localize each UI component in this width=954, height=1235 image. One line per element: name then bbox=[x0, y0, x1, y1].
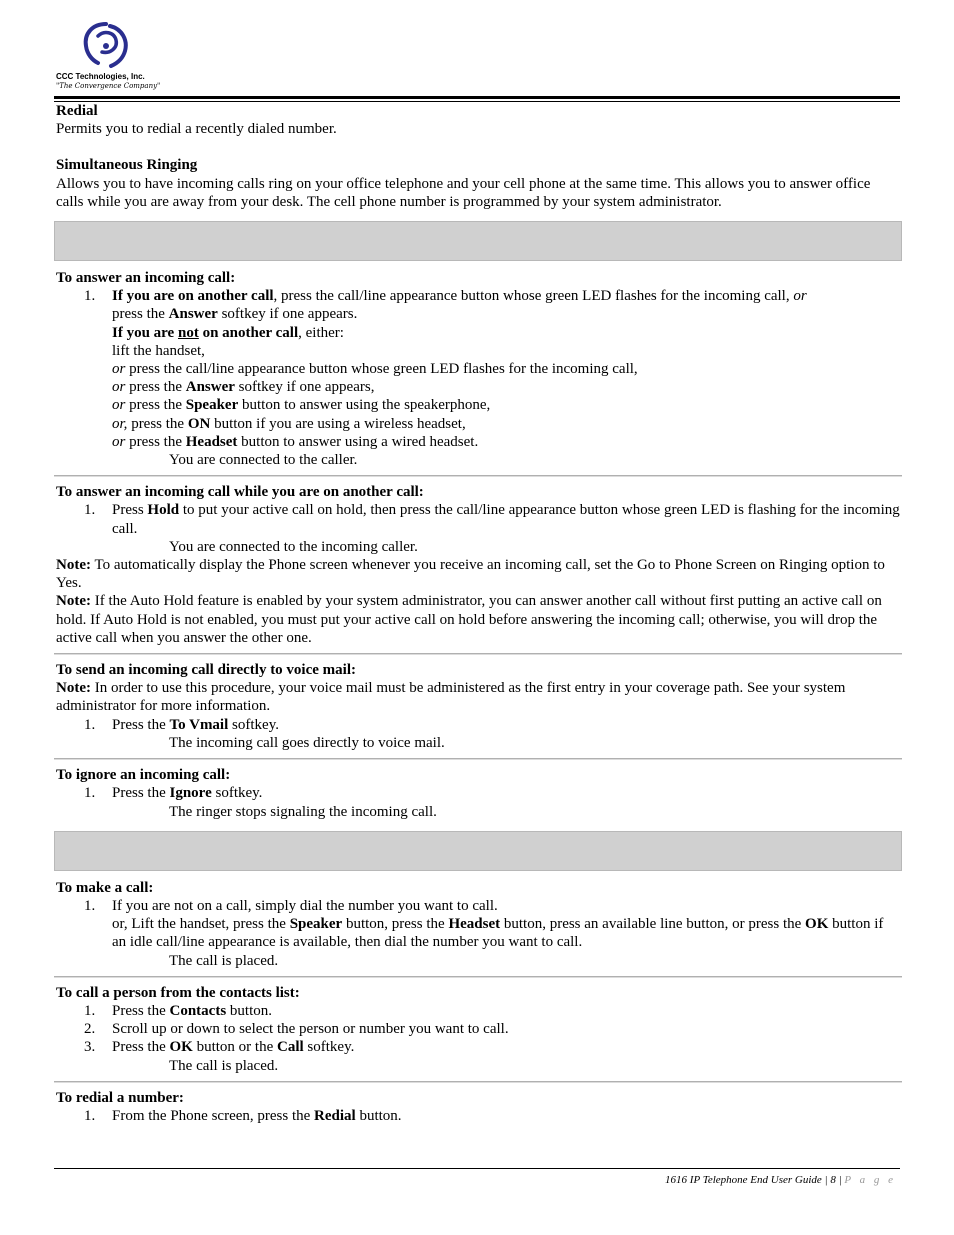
company-logo bbox=[54, 18, 164, 96]
feature-title-redial: Redial bbox=[56, 103, 98, 119]
step-result: You are connected to the caller. bbox=[169, 452, 358, 469]
section-divider bbox=[54, 475, 902, 477]
step-number: 1. bbox=[84, 288, 96, 305]
note: Note: In order to use this procedure, your voice mail must be administered as the first entry in your coverage path. See your system administrator for more information. bbox=[56, 680, 846, 715]
section-divider bbox=[54, 976, 902, 978]
guide-title: 1616 IP Telephone End User Guide bbox=[665, 1174, 822, 1186]
section-divider bbox=[54, 1081, 902, 1083]
header-rule bbox=[54, 96, 900, 99]
step-number: 1. bbox=[84, 502, 96, 519]
step-number: 1. bbox=[84, 716, 96, 733]
footer-rule bbox=[54, 1168, 900, 1169]
step-number: 1. bbox=[84, 785, 96, 802]
logo-swirl-icon bbox=[80, 20, 132, 72]
note: Note: To automatically display the Phone screen whenever you receive an incoming call, set the Go to Phone Screen on Ringing option to Yes. bbox=[56, 557, 885, 592]
company-name: CCC Technologies, Inc. bbox=[56, 72, 145, 81]
feature-title-simultaneous-ringing: Simultaneous Ringing bbox=[56, 157, 198, 174]
step-result: The call is placed. bbox=[169, 1057, 279, 1074]
step-result: The call is placed. bbox=[169, 952, 279, 969]
section-heading-contacts: To call a person from the contacts list: bbox=[56, 984, 300, 1001]
section-divider bbox=[54, 758, 902, 760]
list-item: 3. Press the OK button or the Call softkey. bbox=[84, 1039, 355, 1056]
list-item: 1. From the Phone screen, press the Redial button. bbox=[84, 1107, 402, 1124]
page-footer: 1616 IP Telephone End User Guide | 8 | P a g e bbox=[665, 1174, 896, 1186]
section-heading-ignore: To ignore an incoming call: bbox=[56, 767, 231, 784]
list-item: 1. If you are not on a call, simply dial the number you want to call. or, Lift the handset, press the Speaker button, press the Headset button, press an available line button, or press the OK button if an idle call/line appearance is available, then dial the number you want to call. bbox=[84, 897, 884, 951]
step-number: 1. bbox=[84, 1002, 96, 1019]
section-banner bbox=[54, 221, 902, 261]
step-result: You are connected to the incoming caller. bbox=[169, 538, 418, 555]
section-heading-voicemail: To send an incoming call directly to voice mail: bbox=[56, 662, 356, 679]
section-heading-make-call: To make a call: bbox=[56, 879, 154, 896]
company-tagline: "The Convergence Company" bbox=[56, 82, 161, 90]
step-number: 2. bbox=[84, 1021, 96, 1038]
document-body bbox=[56, 102, 900, 1125]
step-result: The incoming call goes directly to voice mail. bbox=[169, 734, 445, 751]
list-item: 1. Press the Contacts button. bbox=[84, 1002, 273, 1019]
section-banner bbox=[54, 831, 902, 871]
section-heading-redial: To redial a number: bbox=[56, 1089, 184, 1106]
step-result: The ringer stops signaling the incoming call. bbox=[169, 803, 437, 820]
list-item: 1. If you are on another call, press the call/line appearance button whose green LED flashes for the incoming call, or press the Answer softkey if one appears. If you are not on another call, either: lift the handset, or press the call/line appearance button whose green LED flashes for the incoming call, or press the Answer softkey if one appears, or press the Speaker button to answer using the speakerphone, or, press the ON button if you are using a wireless headset, or press the Headset button to answer using a wired headset. bbox=[84, 288, 807, 450]
list-item: 1. Press the To Vmail softkey. bbox=[84, 716, 279, 733]
step-number: 3. bbox=[84, 1039, 96, 1056]
feature-text-simultaneous-ringing: Allows you to have incoming calls ring on your office telephone and your cell phone at the same time. This allows you to answer office calls while you are away from your desk. The cell phone number is programmed by your system administrator. bbox=[56, 175, 871, 210]
section-heading-answer: To answer an incoming call: bbox=[56, 270, 236, 287]
page-number: 8 bbox=[830, 1174, 836, 1186]
section-divider bbox=[54, 653, 902, 655]
note: Note: If the Auto Hold feature is enabled by your system administrator, you can answer another call without first putting an active call on hold. If Auto Hold is not enabled, you must put your active call on hold before answering the incoming call; otherwise, you will drop the active call when you answer the other one. bbox=[56, 593, 882, 646]
list-item: 1. Press Hold to put your active call on hold, then press the call/line appearance button whose green LED is flashing for the incoming call. bbox=[84, 502, 900, 537]
step-number: 1. bbox=[84, 1107, 96, 1124]
step-number: 1. bbox=[84, 897, 96, 914]
page-word: P a g e bbox=[844, 1174, 896, 1186]
list-item: 1. Press the Ignore softkey. bbox=[84, 785, 263, 802]
list-item: 2. Scroll up or down to select the person or number you want to call. bbox=[84, 1021, 509, 1038]
feature-text-redial: Permits you to redial a recently dialed number. bbox=[56, 121, 337, 138]
section-heading-answer-other: To answer an incoming call while you are on another call: bbox=[56, 484, 424, 501]
